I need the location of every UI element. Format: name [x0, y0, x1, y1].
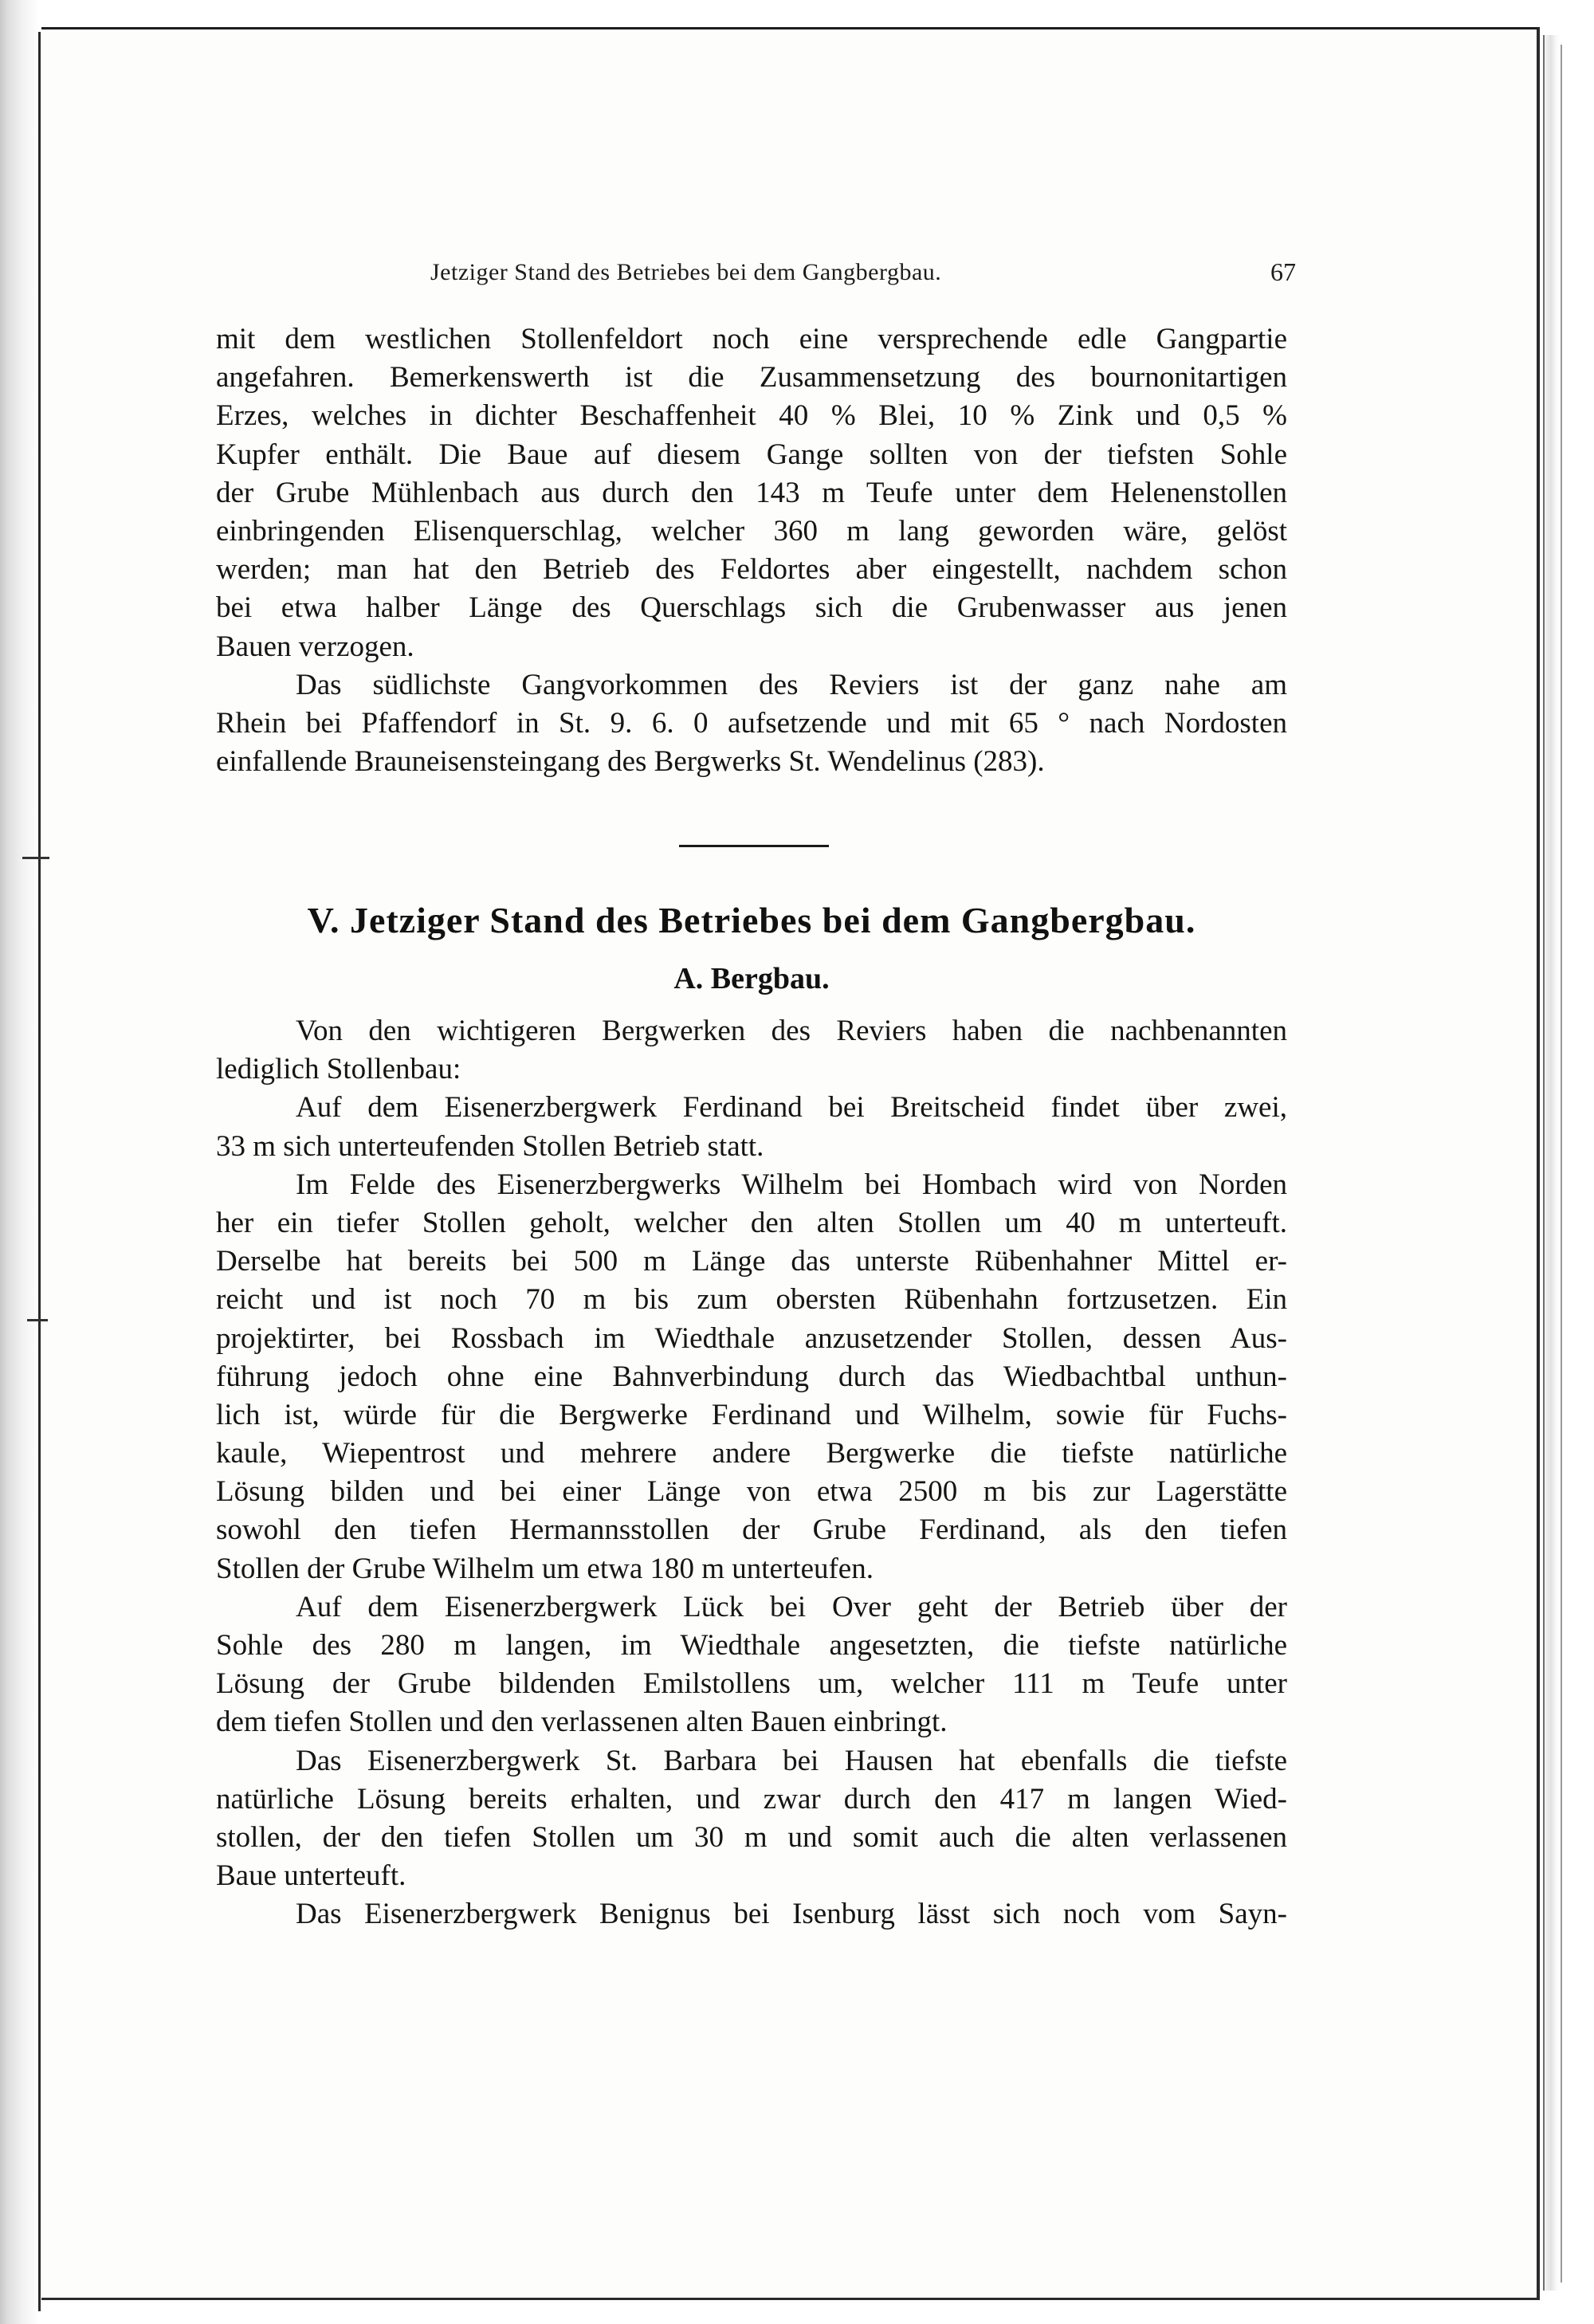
text-line: Das südlichste Gangvorkommen des Reviers ist der ganz nahe am: [296, 668, 1287, 701]
scan-left-edge: [0, 0, 40, 2324]
text-line: Lösung der Grube bildenden Emilstollens um, welcher 111 m Teufe unter: [216, 1667, 1287, 1701]
paragraph: [216, 1895, 1287, 1933]
binding-edge-line: [38, 32, 41, 2311]
text-line: Das Eisenerzbergwerk St. Barbara bei Hausen hat ebenfalls die tiefste: [296, 1744, 1287, 1777]
sub-heading: A. Bergbau.: [673, 962, 830, 995]
page-stack-edge: [1543, 35, 1561, 2291]
paragraph: [216, 320, 1287, 666]
text-line: 33 m sich unterteufenden Stollen Betrieb statt.: [216, 1129, 764, 1163]
text-line: reicht und ist noch 70 m bis zum obersten Rübenhahn fortzusetzen. Ein: [216, 1283, 1287, 1317]
body-text: [216, 1012, 1287, 1934]
text-line: Das Eisenerzbergwerk Benignus bei Isenburg lässt sich noch vom Sayn-: [296, 1898, 1287, 1931]
text-line: lich ist, würde für die Bergwerke Ferdinand und Wilhelm, sowie für Fuchs-: [216, 1398, 1287, 1431]
text-line: führung jedoch ohne eine Bahnverbindung durch das Wiedbachtbal unthun-: [216, 1360, 1287, 1393]
paragraph: [216, 1742, 1287, 1896]
text-line: Im Felde des Eisenerzbergwerks Wilhelm bei Hombach wird von Norden: [296, 1168, 1287, 1201]
text-line: Stollen der Grube Wilhelm um etwa 180 m unterteufen.: [216, 1552, 874, 1585]
text-line: kaule, Wiepentrost und mehrere andere Bergwerke die tiefste natürliche: [216, 1437, 1287, 1470]
text-line: dem tiefen Stollen und den verlassenen alten Bauen einbringt.: [216, 1706, 948, 1739]
paragraph: [216, 1089, 1287, 1165]
text-line: Sohle des 280 m langen, im Wiedthale angesetzten, die tiefste natürliche: [216, 1629, 1287, 1662]
text-line: angefahren. Bemerkenswerth ist die Zusammensetzung des bournonitartigen: [216, 361, 1287, 395]
page-number: 67: [1270, 257, 1296, 286]
text-line: Auf dem Eisenerzbergwerk Ferdinand bei Breitscheid findet über zwei,: [296, 1091, 1287, 1125]
page-stack-edge-inner: [1561, 45, 1570, 2283]
text-line: Lösung bilden und bei einer Länge von etwa 2500 m bis zur Lagerstätte: [216, 1475, 1287, 1509]
text-line: Derselbe hat bereits bei 500 m Länge das unterste Rübenhahner Mittel er-: [216, 1245, 1287, 1278]
section-divider: [679, 845, 829, 847]
text-line: natürliche Lösung bereits erhalten, und zwar durch den 417 m langen Wied-: [216, 1782, 1287, 1816]
text-line: her ein tiefer Stollen geholt, welcher den alten Stollen um 40 m unterteuft.: [216, 1206, 1287, 1239]
section-heading: V. Jetziger Stand des Betriebes bei dem Gangbergbau.: [307, 900, 1196, 940]
text-line: lediglich Stollenbau:: [216, 1053, 461, 1086]
text-line: Baue unterteuft.: [216, 1859, 406, 1893]
running-title: Jetziger Stand des Betriebes bei dem Gangbergbau.: [430, 259, 942, 285]
text-line: Von den wichtigeren Bergwerken des Reviers haben die nachbenannten: [296, 1015, 1287, 1047]
paragraph: [216, 666, 1287, 782]
text-line: bei etwa halber Länge des Querschlags sich die Grubenwasser aus jenen: [216, 591, 1287, 625]
text-line: Auf dem Eisenerzbergwerk Lück bei Over geht der Betrieb über der: [296, 1590, 1287, 1623]
paragraph: [216, 1588, 1287, 1742]
text-line: einfallende Brauneisensteingang des Bergwerks St. Wendelinus (283).: [216, 745, 1045, 779]
text-line: projektirter, bei Rossbach im Wiedthale anzusetzender Stollen, dessen Aus-: [216, 1321, 1287, 1355]
text-line: Bauen verzogen.: [216, 630, 414, 663]
paragraph: [216, 1166, 1287, 1588]
paragraph: [216, 1012, 1287, 1089]
text-line: Erzes, welches in dichter Beschaffenheit 40 % Blei, 10 % Zink und 0,5 %: [216, 399, 1287, 433]
text-line: mit dem westlichen Stollenfeldort noch eine versprechende edle Gangpartie: [216, 323, 1287, 355]
continuation-text: [216, 320, 1287, 781]
text-line: werden; man hat den Betrieb des Feldortes aber eingestellt, nachdem schon: [216, 553, 1287, 587]
text-line: der Grube Mühlenbach aus durch den 143 m Teufe unter dem Helenenstollen: [216, 476, 1287, 509]
text-line: Kupfer enthält. Die Baue auf diesem Gange sollten von der tiefsten Sohle: [216, 438, 1287, 471]
edge-mark: [27, 1319, 48, 1321]
text-line: stollen, der den tiefen Stollen um 30 m und somit auch die alten verlassenen: [216, 1820, 1287, 1854]
text-line: Rhein bei Pfaffendorf in St. 9. 6. 0 aufsetzende und mit 65 ° nach Nordosten: [216, 706, 1287, 740]
text-line: einbringenden Elisenquerschlag, welcher 360 m lang geworden wäre, gelöst: [216, 514, 1287, 548]
edge-mark: [22, 857, 49, 859]
text-line: sowohl den tiefen Hermannsstollen der Grube Ferdinand, als den tiefen: [216, 1513, 1287, 1547]
